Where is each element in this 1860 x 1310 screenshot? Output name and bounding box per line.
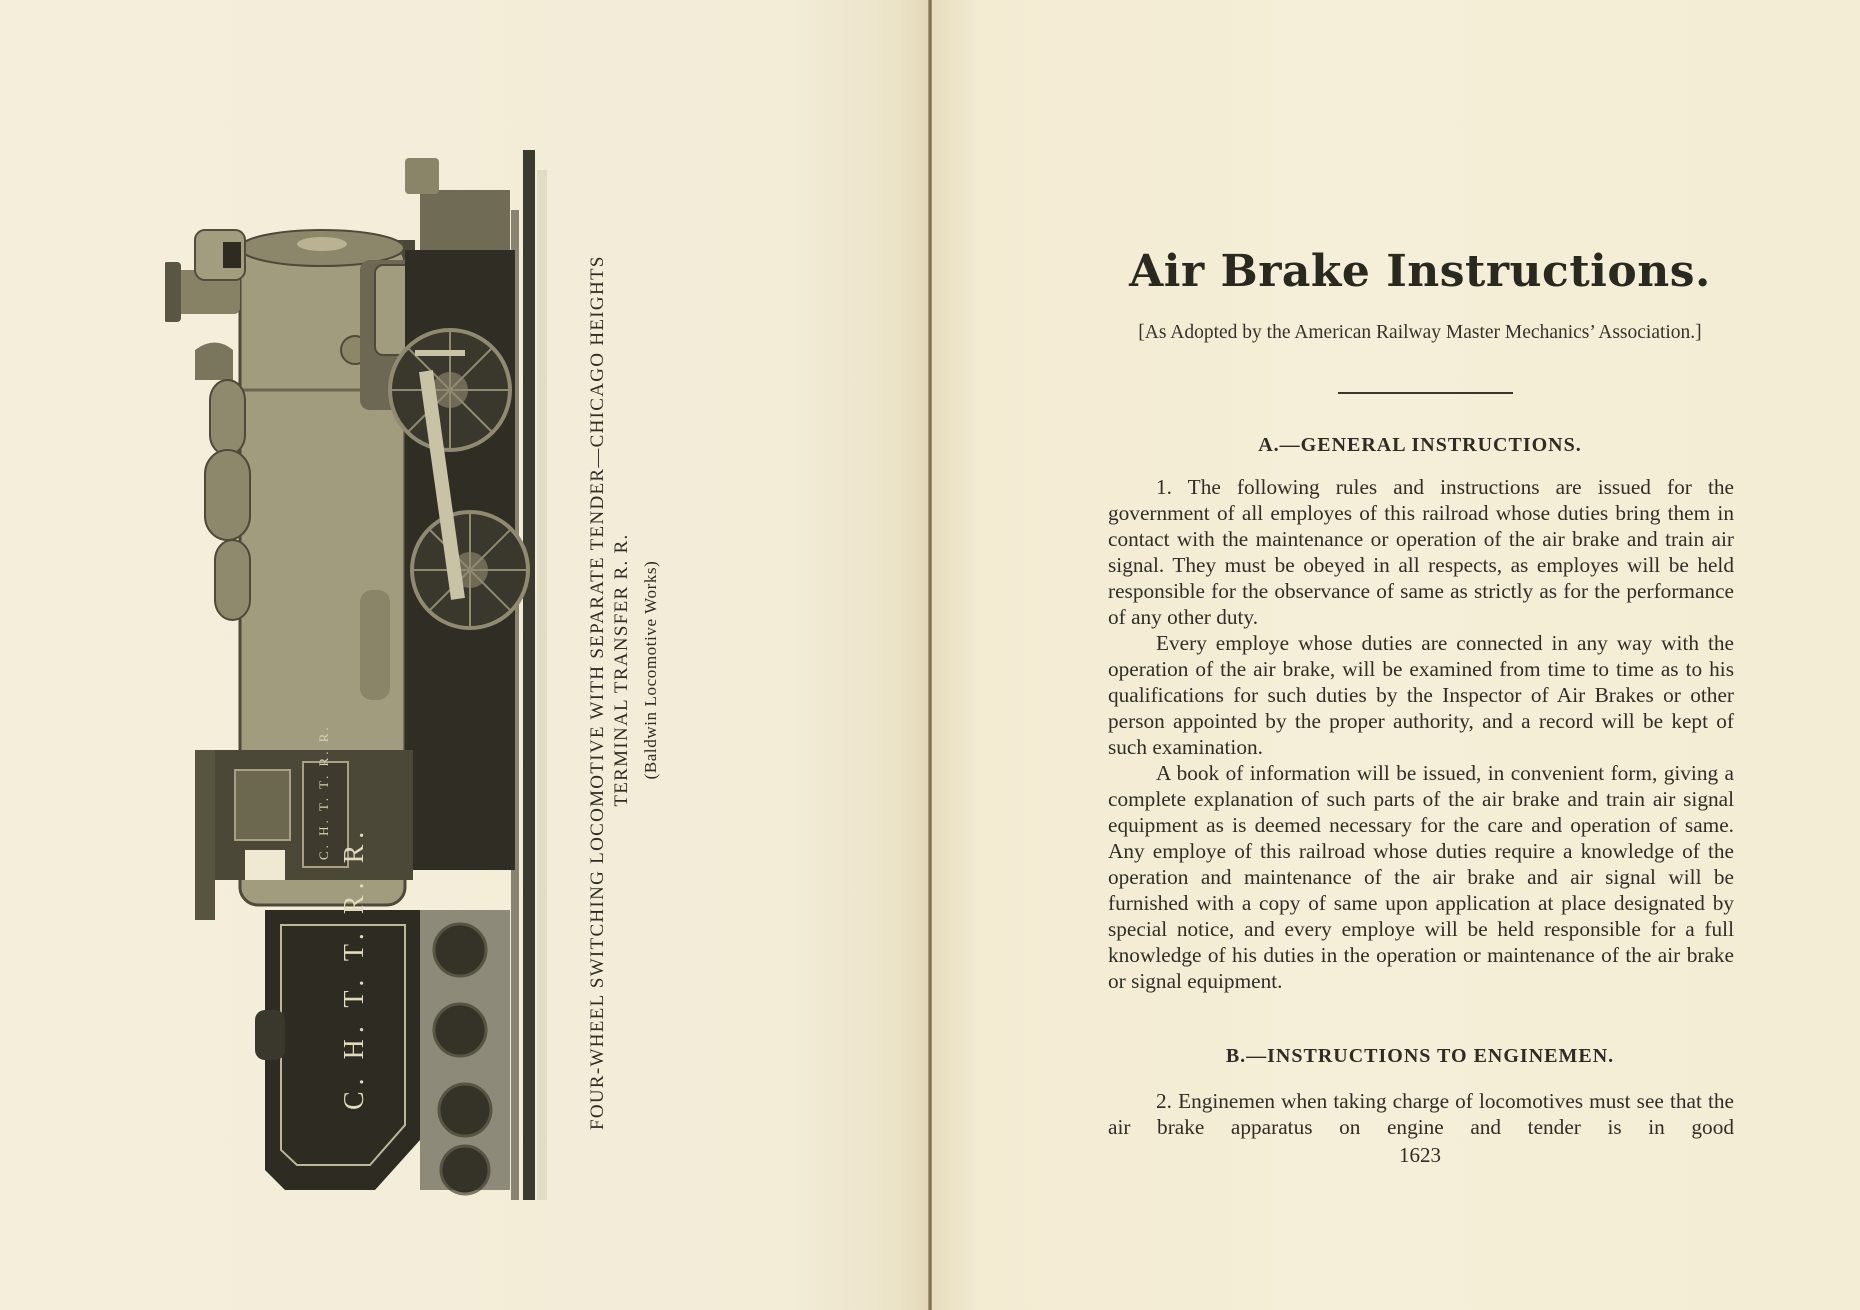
caption-line-3: (Baldwin Locomotive Works) (641, 560, 660, 780)
section-heading-a: A.—GENERAL INSTRUCTIONS. (1258, 434, 1582, 456)
section-a-body (1108, 474, 1734, 994)
locomotive-illustration (165, 150, 550, 1210)
locomotive-photograph (165, 150, 550, 1210)
svg-text:C. H. T. T. R. R.: C. H. T. T. R. R. (339, 825, 370, 1110)
caption-line-1: FOUR-WHEEL SWITCHING LOCOMOTIVE WITH SEPARATE TENDER—CHICAGO HEIGHTS (587, 255, 608, 1130)
paragraph: 2. Enginemen when taking charge of locomotives must see that the air brake apparatus on engine and tender is in good (1108, 1089, 1734, 1139)
svg-text:C. H. T. T. R. R.: C. H. T. T. R. R. (316, 724, 331, 860)
page-number: 1623 (1399, 1143, 1441, 1167)
section-b-body (1108, 1088, 1734, 1140)
plate-caption (586, 210, 676, 1130)
page-subtitle: [As Adopted by the American Railway Master Mechanics’ Association.] (1138, 322, 1702, 343)
divider-rule (1338, 392, 1513, 394)
section-heading-b: B.—INSTRUCTIONS TO ENGINEMEN. (1225, 1045, 1615, 1067)
paragraph: A book of information will be issued, in convenient form, giving a complete explanation of such parts of the air brake and train air signal equipment as is deemed necessary for the care and operation of same. Any employe of this railroad whose duties require a knowledge of the operation and maintenance of the air brake and air signal will be furnished with a copy of same upon application at place designated by special notice, and every employe will be held responsible for a full knowledge of his duties in the operation or maintenance of the air brake or signal equipment. (1108, 761, 1734, 993)
page-title: Air Brake Instructions. (1129, 246, 1711, 297)
paragraph: 1. The following rules and instructions are issued for the government of all employes of this railroad whose duties bring them in contact with the maintenance or operation of the air brake and train air signal. They must be obeyed in all respects, as employes will be held responsible for the observance of same as strictly as for the performance of any other duty. (1108, 475, 1734, 629)
caption-line-2: TERMINAL TRANSFER R. R. (611, 533, 632, 807)
paragraph: Every employe whose duties are connected in any way with the operation of the air brake, will be examined from time to time as to his qualifications for such duties by the Inspector of Air Brakes or other person appointed by the proper authority, and a record will be kept of such examination. (1108, 631, 1734, 759)
